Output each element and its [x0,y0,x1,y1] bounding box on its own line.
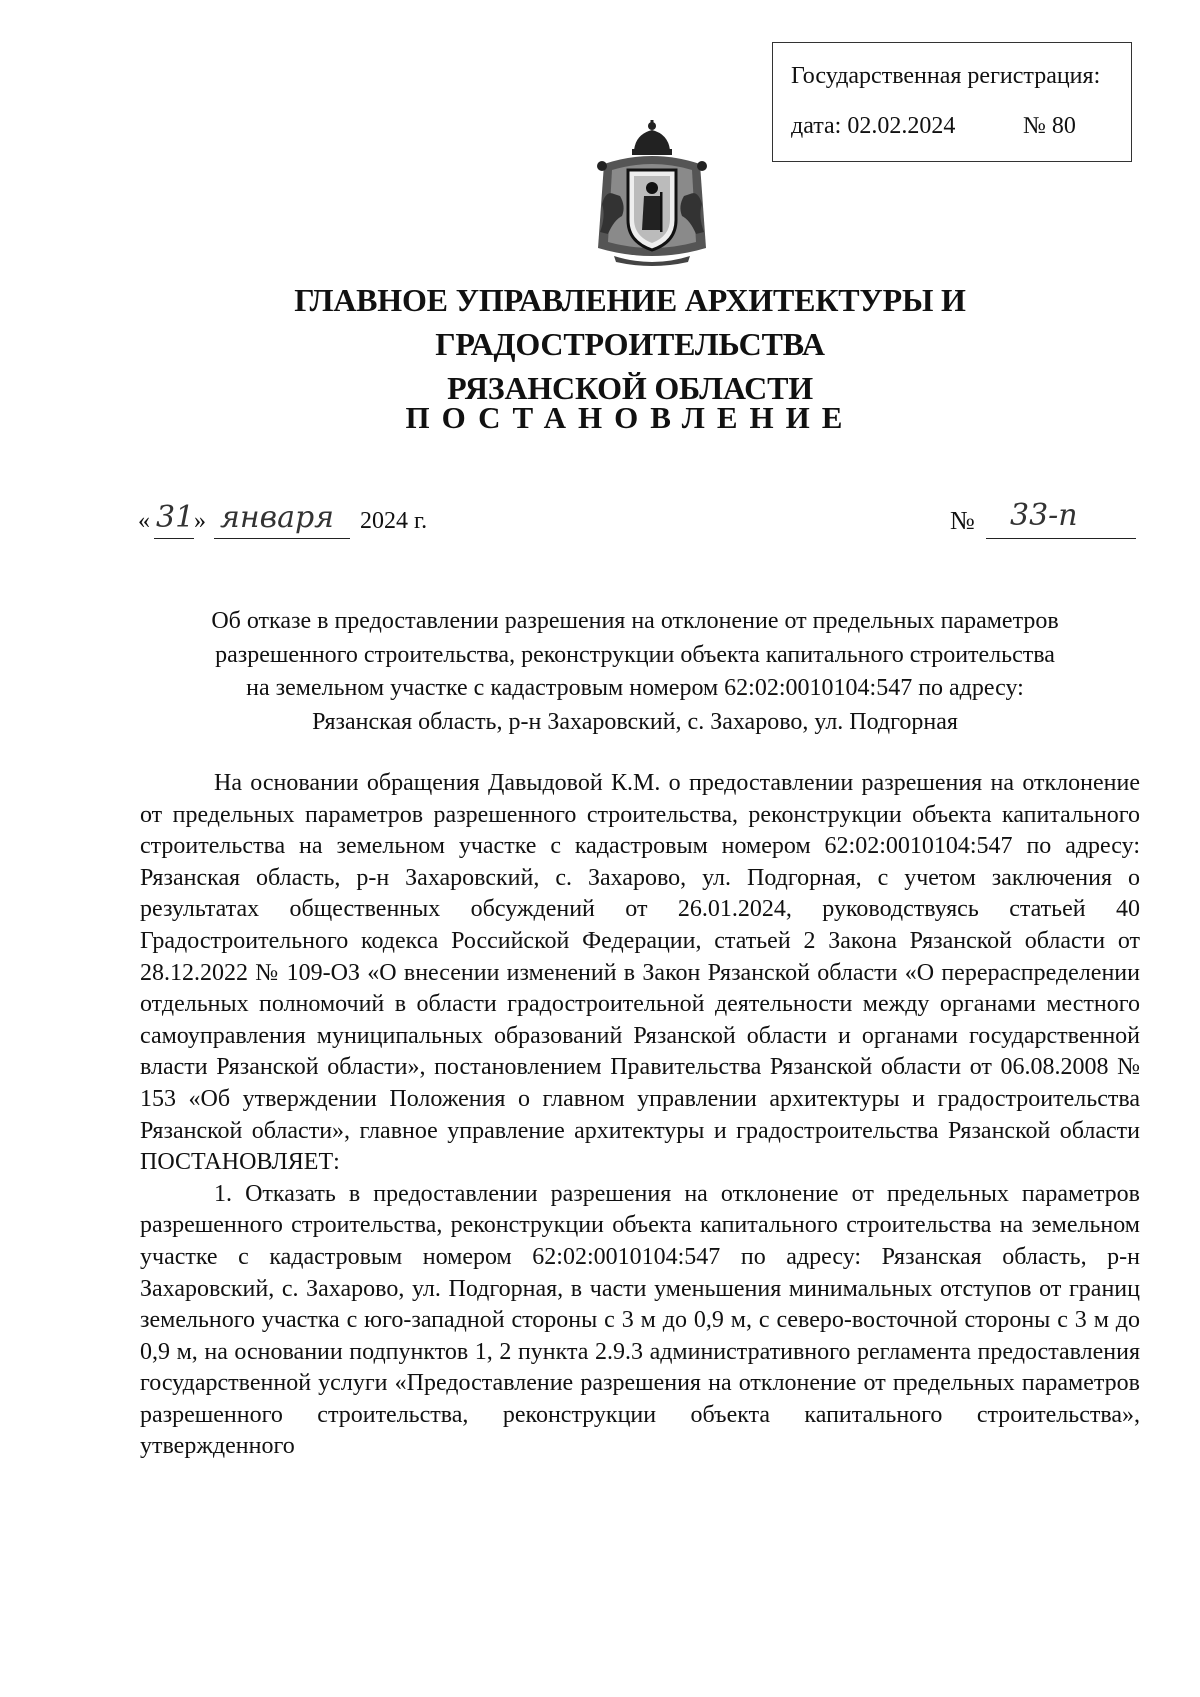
date-month-handwritten: января [220,500,335,535]
registration-date: дата: 02.02.2024 [791,113,956,139]
ryazan-coat-of-arms-icon [584,120,720,270]
registration-stamp [772,42,1132,162]
number-value-handwritten: 33-п [1010,498,1078,533]
organization-title-line-1: ГЛАВНОЕ УПРАВЛЕНИЕ АРХИТЕКТУРЫ И ГРАДОСТРОИТЕЛЬСТВА [294,282,966,362]
organization-title-line-2: РЯЗАНСКОЙ ОБЛАСТИ [447,370,813,406]
subject-line: на земельном участке с кадастровым номером 62:02:0010104:547 по адресу: [246,675,1024,702]
date-open-quote: « [138,508,150,534]
organization-title [100,278,1160,410]
document-number [950,498,1140,542]
number-sign: № [950,506,975,535]
date-day-underline [154,538,194,539]
registration-title: Государственная регистрация: [791,63,1101,89]
date-year: 2024 г. [360,508,428,534]
body-paragraph-item-1: 1. Отказать в предоставлении разрешения на отклонение от предельных параметров разрешенного строительства, реконструкции объекта капитального строительства на земельном участке с кадастровым номером 62:02:0010104:547 по адресу: Рязанская область, р-н Захаровский, с. Захарово, ул. Подгорная, в части уменьшения минимальных отступов от границ земельного участка с юго-западной стороны с 3 м до 0,9 м, с северо-восточной стороны с 3 м до 0,9 м, на основании подпунктов 1, 2 пункта 2.9.3 административного регламента предоставления государственной услуги «Предоставление разрешения на отклонение от предельных параметров разрешенного строительства, реконструкции объекта капитального строительства», утвержденного [140,1180,1140,1460]
subject-line: Об отказе в предоставлении разрешения на отклонение от предельных параметров [211,608,1059,634]
date-month-underline [214,538,350,539]
subject-line: Рязанская область, р-н Захаровский, с. Захарово, ул. Подгорная [312,709,958,736]
body-paragraph-preamble: На основании обращения Давыдовой К.М. о предоставлении разрешения на отклонение от предельных параметров разрешенного строительства, реконструкции объекта капитального строительства на земельном участке с кадастровым номером 62:02:0010104:547 по адресу: Рязанская область, р-н Захаровский, с. Захарово, ул. Подгорная, с учетом заключения о результатах общественных обсуждений от 26.01.2024, руководствуясь статьей 40 Градостроительного кодекса Российской Федерации, статьей 2 Закона Рязанской области от 28.12.2022 № 109-ОЗ «О внесении изменений в Закон Рязанской области «О перераспределении отдельных полномочий в области градостроительной деятельности между органами местного самоуправления муниципальных образований Рязанской области и органами государственной власти Рязанской области», постановлением Правительства Рязанской области от 06.08.2008 № 153 «Об утверждении Положения о главном управлении архитектуры и градостроительства Рязанской области», главное управление архитектуры и градостроительства Рязанской области ПОСТАНОВЛЯЕТ: [140,770,1140,1176]
registration-number: № 80 [1023,113,1076,139]
document-subject [130,605,1140,740]
date-close-quote: » [194,508,206,534]
document-body [140,768,1140,1463]
document-type-heading: ПОСТАНОВЛЕНИЕ [405,400,855,435]
date-day-handwritten: 31 [156,500,195,535]
number-underline [986,538,1136,539]
subject-line: разрешенного строительства, реконструкции объекта капитального строительства [215,641,1055,668]
